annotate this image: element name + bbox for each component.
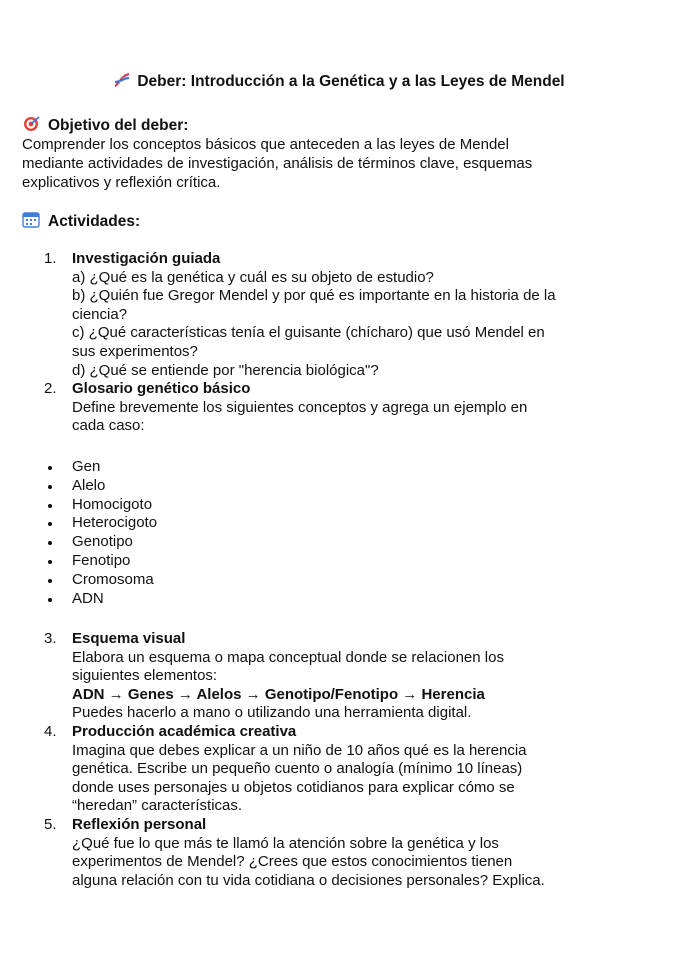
glossary-term [44,533,157,552]
activity-item-4 [44,723,634,816]
term-text: Homocigoto [72,495,153,513]
activity-item-5 [44,816,634,890]
item-number: 2. [44,380,57,398]
item-line: ¿Qué fue lo que más te llamó la atención sobre la genética y los [72,834,499,852]
item-number: 1. [44,250,57,267]
dna-icon [113,72,131,88]
objective-heading-text: Objetivo del deber: [48,117,189,134]
item-line: c) ¿Qué características tenía el guisante (chícharo) que usó Mendel en [72,324,545,342]
glossary-term [44,514,157,533]
item-line: genética. Escribe un pequeño cuento o analogía (mínimo 10 líneas) [72,760,523,778]
bullet-icon [48,466,52,470]
objective-line: Comprender los conceptos básicos que anteceden a las leyes de Mendel [22,136,509,153]
title-text: Deber: Introducción a la Genética y a las Leyes de Mendel [137,73,565,90]
glossary-term [44,458,157,477]
bullet-icon [48,598,52,602]
glossary-terms-list [44,458,157,608]
item-number: 3. [44,630,57,647]
target-icon [22,116,40,132]
term-text: Alelo [72,476,106,494]
item-line: Elabora un esquema o mapa conceptual donde se relacionen los [72,648,504,666]
concept-flow: ADN → Genes → Alelos → Genotipo/Fenotipo → Herencia [72,685,485,703]
bullet-icon [48,485,52,489]
glossary-term [44,590,157,609]
glossary-term [44,571,157,590]
item-line: a) ¿Qué es la genética y cuál es su objeto de estudio? [72,268,434,286]
activity-item-2 [44,380,624,436]
objective-line: mediante actividades de investigación, análisis de términos clave, esquemas [22,155,533,172]
term-text: Cromosoma [72,570,154,588]
calendar-icon [22,212,40,228]
glossary-term [44,477,157,496]
term-text: Heterocigoto [72,514,158,532]
item-line: sus experimentos? [72,342,198,360]
item-title: Investigación guiada [72,250,221,267]
objective-heading [22,116,188,136]
activities-heading [22,212,140,232]
bullet-icon [48,560,52,564]
item-line: donde uses personajes u objetos cotidianos para explicar cómo se [72,778,515,796]
item-line: d) ¿Qué se entiende por "herencia biológica"? [72,361,379,379]
document-title [0,72,678,92]
item-line: alguna relación con tu vida cotidiana o decisiones personales? Explica. [72,871,545,889]
item-line: b) ¿Quién fue Gregor Mendel y por qué es importante en la historia de la [72,287,556,305]
activities-list-part1 [44,250,624,436]
bullet-icon [48,522,52,526]
item-line: Define brevemente los siguientes conceptos y agrega un ejemplo en [72,398,528,416]
objective-line: explicativos y reflexión crítica. [22,174,221,191]
activity-item-1 [44,250,624,380]
item-line: ciencia? [72,305,128,323]
item-title: Esquema visual [72,630,186,647]
term-text: Genotipo [72,533,133,551]
bullet-icon [48,579,52,583]
item-line: experimentos de Mendel? ¿Crees que estos conocimientos tienen [72,853,513,871]
item-title: Producción académica creativa [72,722,297,740]
item-title: Glosario genético básico [72,380,251,398]
activities-heading-text: Actividades: [48,213,141,230]
glossary-term [44,496,157,515]
bullet-icon [48,541,52,545]
term-text: Fenotipo [72,551,131,569]
bullet-icon [48,504,52,508]
glossary-term [44,552,157,571]
item-line: “heredan” características. [72,797,243,815]
activity-item-3 [44,630,634,723]
item-line: siguientes elementos: [72,667,218,685]
item-line: Puedes hacerlo a mano o utilizando una herramienta digital. [72,704,472,722]
activities-list-part2 [44,630,634,890]
item-line: Imagina que debes explicar a un niño de 10 años qué es la herencia [72,741,527,759]
item-line: cada caso: [72,417,145,435]
item-number: 4. [44,722,57,740]
term-text: Gen [72,458,101,475]
term-text: ADN [72,589,104,607]
item-title: Reflexión personal [72,815,207,833]
objective-text [22,135,642,192]
item-number: 5. [44,815,57,833]
